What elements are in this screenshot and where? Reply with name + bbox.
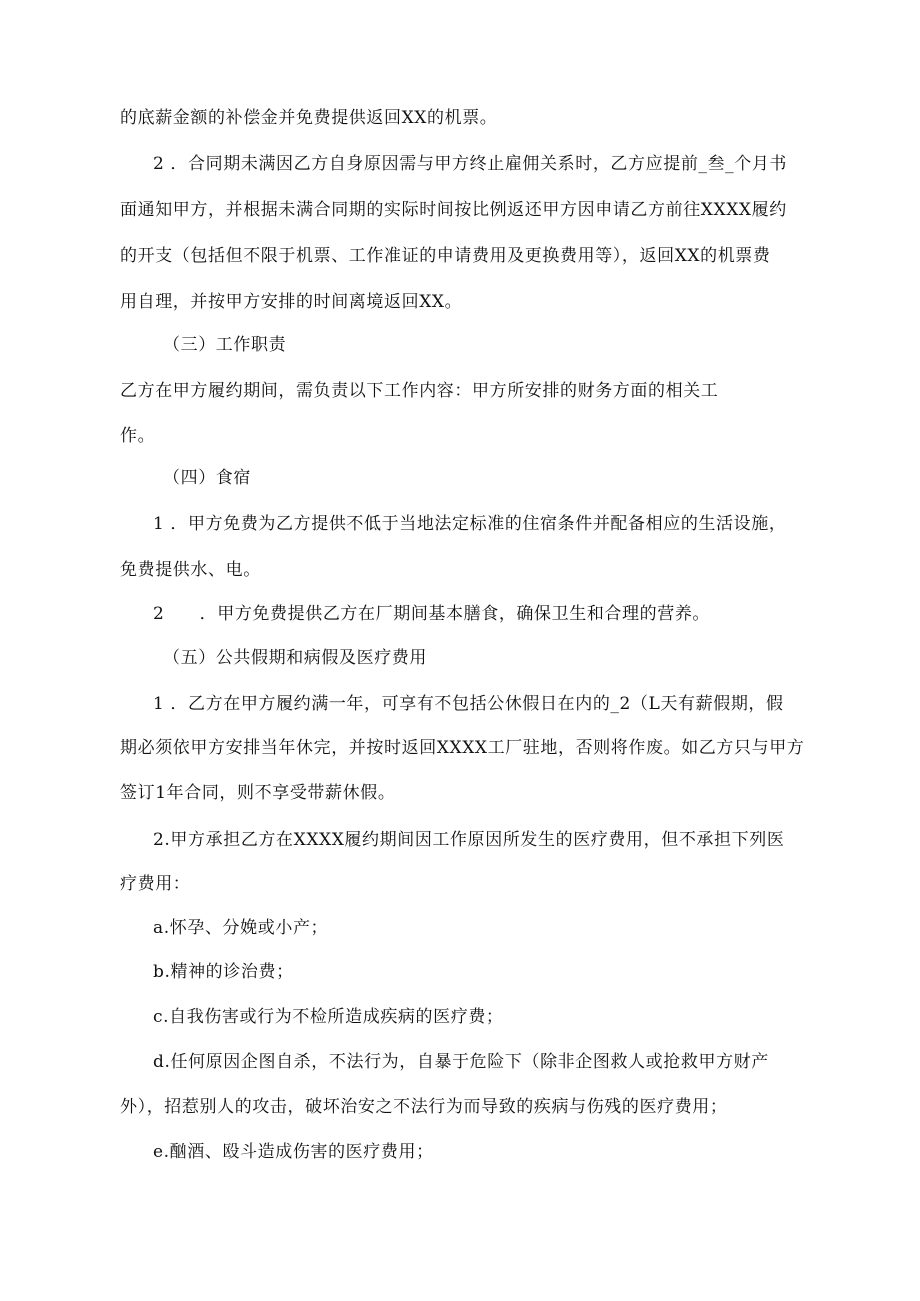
text-line-5: 用自理，并按甲方安排的时间离境返回XX。	[120, 292, 463, 312]
text-line-3: 面通知甲方，并根据未满合同期的实际时间按比例返还甲方因申请乙方前往XXXX履约	[120, 200, 787, 220]
text-line-10: 1 ．甲方免费为乙方提供不低于当地法定标准的住宿条件并配备相应的生活设施，	[153, 514, 787, 534]
section-heading-4: （四）食宿	[163, 468, 251, 488]
text-line-14: 1 ．乙方在甲方履约满一年，可享有不包括公休假日在内的_2（L天有薪假期，假	[153, 694, 784, 714]
text-line-15: 期必须依甲方安排当年休完，并按时返回XXXX工厂驻地，否则将作废。如乙方只与甲方	[120, 738, 805, 758]
text-line-2: 2 ．合同期未满因乙方自身原因需与甲方终止雇佣关系时，乙方应提前_叁_个月书	[153, 154, 788, 174]
text-line-17: 2.甲方承担乙方在XXXX履约期间因工作原因所发生的医疗费用，但不承担下列医	[153, 830, 785, 850]
text-line-16: 签订1年合同，则不享受带薪休假。	[120, 783, 396, 803]
section-heading-5: （五）公共假期和病假及医疗费用	[163, 648, 427, 668]
list-item-b: b.精神的诊治费；	[153, 962, 294, 982]
list-item-a: a.怀孕、分娩或小产；	[153, 918, 329, 938]
section-heading-3: （三）工作职责	[163, 335, 287, 355]
list-item-d: d.任何原因企图自杀，不法行为，自暴于危险下（除非企图救人或抢救甲方财产	[153, 1052, 769, 1072]
text-line-1: 的底薪金额的补偿金并免费提供返回XX的机票。	[120, 108, 498, 128]
list-item-d-continued: 外），招惹别人的攻击，破坏治安之不法行为而导致的疾病与伤残的医疗费用；	[120, 1097, 728, 1117]
text-line-7: 乙方在甲方履约期间，需负责以下工作内容：甲方所安排的财务方面的相关工	[120, 381, 719, 401]
text-line-8: 作。	[120, 426, 156, 446]
text-line-12: 2 ．甲方免费提供乙方在厂期间基本膳食，确保卫生和合理的营养。	[153, 604, 711, 624]
list-item-c: c.自我伤害或行为不检所造成疾病的医疗费；	[153, 1007, 504, 1027]
text-line-4: 的开支（包括但不限于机票、工作准证的申请费用及更换费用等），返回XX的机票费	[120, 246, 771, 266]
text-line-11: 免费提供水、电。	[120, 560, 261, 580]
list-item-e: e.酗酒、殴斗造成伤害的医疗费用；	[153, 1142, 434, 1162]
text-line-18: 疗费用：	[120, 874, 191, 894]
